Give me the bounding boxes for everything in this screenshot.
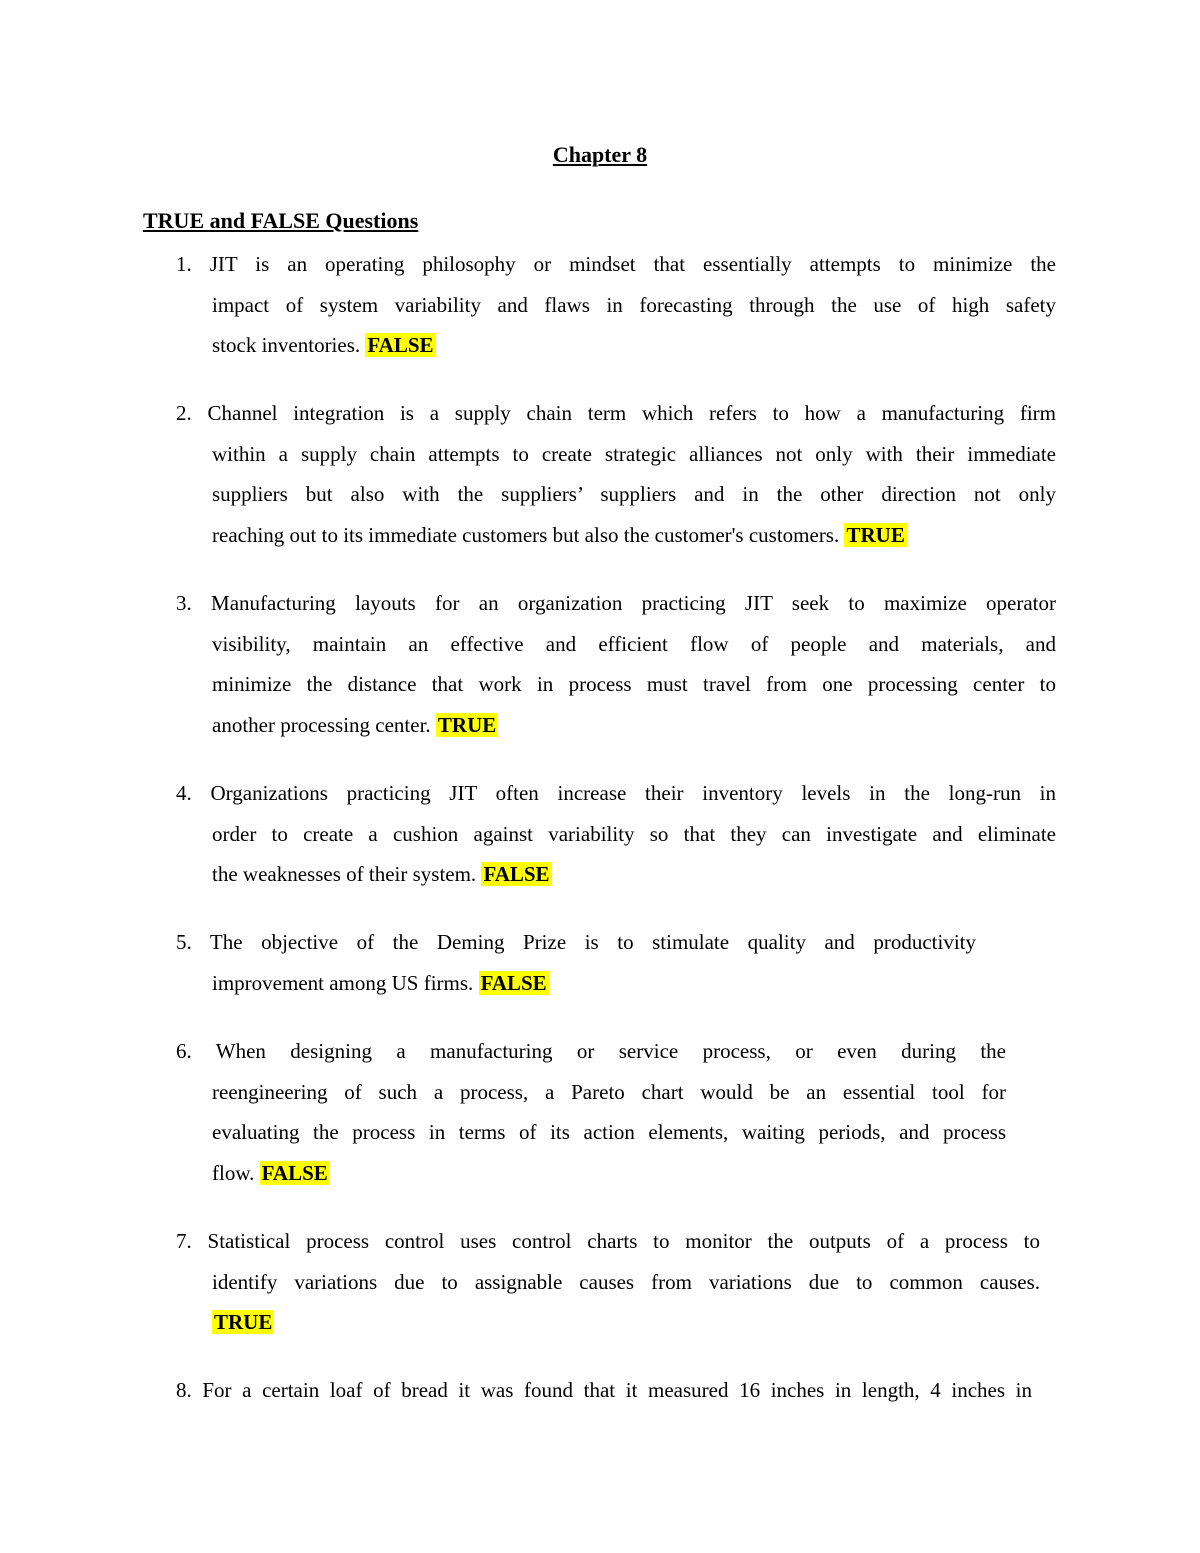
question-line: 6. When designing a manufacturing or service process, or even during the bbox=[176, 1039, 1006, 1063]
question-line-last bbox=[176, 515, 1056, 556]
question-line: within a supply chain attempts to create strategic alliances not only with their immediate bbox=[212, 441, 1056, 466]
question-line: suppliers but also with the suppliers’ suppliers and in the other direction not only bbox=[212, 482, 1056, 506]
question-text: stock inventories. bbox=[212, 333, 361, 357]
answer-badge: FALSE bbox=[261, 1160, 328, 1185]
question-line: 8. For a certain loaf of bread it was found that it measured 16 inches in length, 4 inches in bbox=[176, 1378, 1032, 1402]
question-6 bbox=[176, 1031, 1006, 1193]
question-line: minimize the distance that work in process must travel from one processing center to bbox=[212, 672, 1056, 696]
question-3 bbox=[176, 583, 1056, 745]
section-heading: TRUE and FALSE Questions bbox=[143, 208, 419, 233]
question-line-last bbox=[176, 1302, 1040, 1343]
question-line: reengineering of such a process, a Pareto chart would be an essential tool for bbox=[212, 1079, 1006, 1104]
page-title: Chapter 8 bbox=[552, 142, 648, 167]
answer-badge: FALSE bbox=[483, 862, 550, 886]
question-line-last bbox=[176, 705, 1056, 746]
question-line: 3. Manufacturing layouts for an organization practicing JIT seek to maximize operator bbox=[176, 591, 1056, 615]
question-line: identify variations due to assignable causes from variations due to common causes. bbox=[212, 1269, 1040, 1294]
question-text: the weaknesses of their system. bbox=[212, 862, 477, 886]
answer-badge: FALSE bbox=[367, 333, 434, 357]
question-text: reaching out to its immediate customers but also the customer's customers. bbox=[212, 522, 840, 547]
question-4 bbox=[176, 773, 1056, 895]
question-line: 2. Channel integration is a supply chain term which refers to how a manufacturing firm bbox=[176, 401, 1056, 425]
question-line: 5. The objective of the Deming Prize is to stimulate quality and productivity bbox=[176, 930, 976, 954]
question-line: 7. Statistical process control uses control charts to monitor the outputs of a process to bbox=[176, 1229, 1040, 1253]
question-2 bbox=[176, 393, 1056, 555]
question-text: flow. bbox=[212, 1160, 255, 1185]
question-line: impact of system variability and flaws in forecasting through the use of high safety bbox=[212, 292, 1056, 317]
answer-badge: TRUE bbox=[214, 1310, 273, 1334]
question-line-last bbox=[176, 854, 1056, 895]
answer-badge: TRUE bbox=[846, 522, 905, 547]
question-line-last bbox=[176, 963, 976, 1004]
question-line: order to create a cushion against variability so that they can investigate and eliminate bbox=[212, 821, 1056, 846]
answer-badge: TRUE bbox=[437, 712, 497, 737]
question-text: improvement among US firms. bbox=[212, 970, 474, 995]
answer-badge: FALSE bbox=[480, 970, 547, 995]
question-text: another processing center. bbox=[212, 712, 431, 737]
question-line: 4. Organizations practicing JIT often increase their inventory levels in the long-run in bbox=[176, 781, 1056, 805]
question-line: 1. JIT is an operating philosophy or mindset that essentially attempts to minimize the bbox=[176, 252, 1056, 276]
question-line: evaluating the process in terms of its action elements, waiting periods, and process bbox=[212, 1120, 1006, 1144]
question-8 bbox=[176, 1370, 1032, 1411]
question-line: visibility, maintain an effective and efficient flow of people and materials, and bbox=[212, 631, 1056, 656]
question-1 bbox=[176, 244, 1056, 366]
question-5 bbox=[176, 922, 976, 1003]
question-line-last bbox=[176, 1153, 1006, 1194]
question-7 bbox=[176, 1221, 1040, 1343]
question-line-last bbox=[176, 325, 1056, 366]
